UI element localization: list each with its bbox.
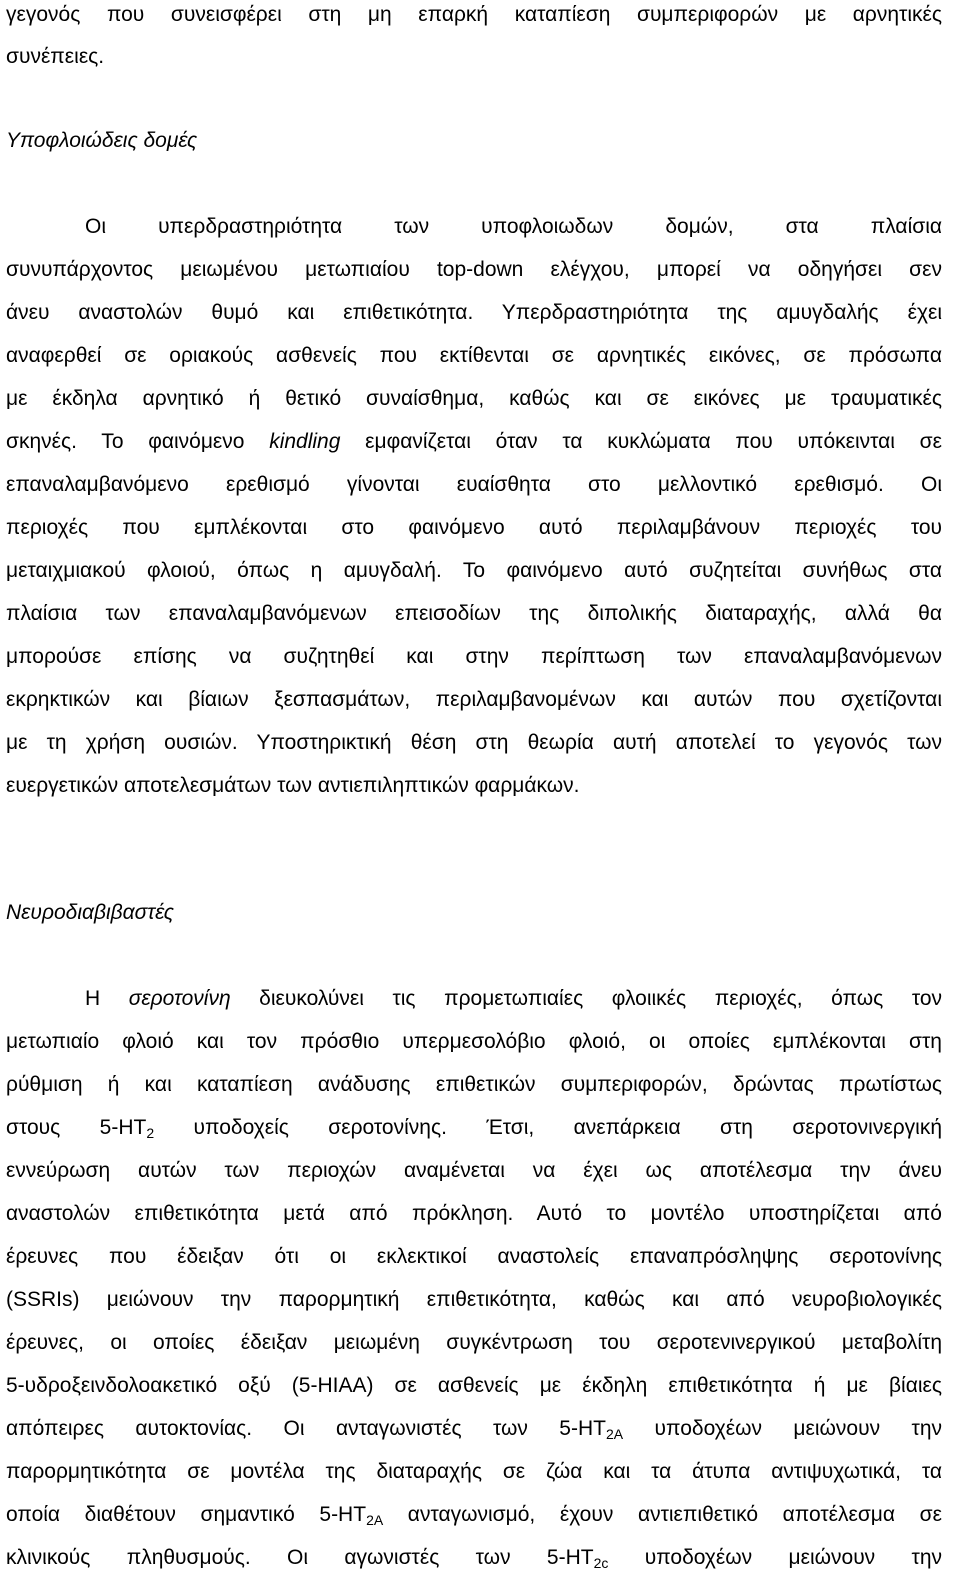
text-line: εκρηκτικών και βίαιων ξεσπασμάτων, περιλαμβανομένων και αυτών που σχετίζονται <box>6 688 942 711</box>
subscript: 2c <box>593 1555 609 1571</box>
text-line: παρορμητικότητα σε μοντέλα της διαταραχής σε ζώα και τα άτυπα αντιψυχωτικά, τα <box>6 1460 942 1483</box>
text-line: περιοχές που εμπλέκονται στο φαινόμενο αυτό περιλαμβάνουν περιοχές του <box>6 516 942 539</box>
text-line: 5-υδροξεινδολοακετικό οξύ (5-HIAA) σε ασθενείς με έκδηλη επιθετικότητα ή με βίαιες <box>6 1374 942 1397</box>
subscript: 2A <box>605 1426 624 1442</box>
text-span: στους 5-HT <box>6 1116 147 1139</box>
section-heading-neurotransmitters: Νευροδιαβιβαστές <box>6 901 174 924</box>
text-line: έρευνες, οι οποίες έδειξαν μειωμένη συγκέντρωση του σεροτενινεργικού μεταβολίτη <box>6 1331 942 1354</box>
text-line: Οι υπερδραστηριότητα των υποφλοιωδων δομών, στα πλαίσια <box>85 215 942 238</box>
text-line: μεταιχμιακού φλοιού, όπως η αμυγδαλή. Το φαινόμενο αυτό συζητείται συνήθως στα <box>6 559 942 582</box>
text-span: σκηνές. Το φαινόμενο <box>6 430 270 453</box>
text-line: μπορούσε επίσης να συζητηθεί και στην περίπτωση των επαναλαμβανόμενων <box>6 645 942 668</box>
text-line: ευεργετικών αποτελεσμάτων των αντιεπιληπτικών φαρμάκων. <box>6 774 580 797</box>
text-line: γεγονός που συνεισφέρει στη μη επαρκή καταπίεση συμπεριφορών με αρνητικές <box>6 3 942 26</box>
text-span: οποία διαθέτουν σημαντικό 5-HT <box>6 1503 367 1526</box>
text-span: ανταγωνισμό, έχουν αντιεπιθετικό αποτέλεσμα σε <box>383 1503 942 1526</box>
subscript: 2 <box>146 1125 155 1141</box>
text-line <box>6 986 942 1012</box>
text-span: εμφανίζεται όταν τα κυκλώματα που υπόκεινται σε <box>340 430 942 453</box>
text-line: μετωπιαίο φλοιό και τον πρόσθιο υπερμεσολόβιο φλοιό, οι οποίες εμπλέκονται στη <box>6 1030 942 1053</box>
text-span: απόπειρες αυτοκτονίας. Οι ανταγωνιστές των 5-HT <box>6 1417 606 1440</box>
italic-term-kindling: kindling <box>269 430 341 453</box>
text-line: συνυπάρχοντος μειωμένου μετωπιαίου top-down ελέγχου, μπορεί να οδηγήσει σεν <box>6 258 942 281</box>
text-line: συνέπειες. <box>6 45 105 68</box>
text-span: διευκολύνει τις προμετωπιαίες φλοιικές περιοχές, όπως τον <box>230 987 943 1010</box>
text-line: αναφερθεί σε οριακούς ασθενείς που εκτίθενται σε αρνητικές εικόνες, σε πρόσωπα <box>6 344 942 367</box>
text-span: κλινικούς πληθυσμούς. Οι αγωνιστές των 5-HT <box>6 1546 594 1569</box>
subscript: 2A <box>366 1512 384 1528</box>
text-line <box>6 1545 942 1571</box>
text-line <box>6 429 942 455</box>
text-line: ρύθμιση ή και καταπίεση ανάδυσης επιθετικών συμπεριφορών, δρώντας πρωτίστως <box>6 1073 942 1096</box>
text-span: υποδοχέων μειώνουν την <box>608 1546 942 1569</box>
text-line: επαναλαμβανόμενο ερεθισμό γίνονται ευαίσθητα στο μελλοντικό ερεθισμό. Οι <box>6 473 942 496</box>
section-heading-subcortical: Υποφλοιώδεις δομές <box>6 129 198 152</box>
text-line: με τη χρήση ουσιών. Υποστηρικτική θέση στη θεωρία αυτή αποτελεί το γεγονός των <box>6 731 942 754</box>
text-line: αναστολών επιθετικότητα μετά από πρόκληση. Αυτό το μοντέλο υποστηρίζεται από <box>6 1202 942 1225</box>
text-line <box>6 1502 942 1528</box>
text-line <box>6 1416 942 1442</box>
text-line: έρευνες που έδειξαν ότι οι εκλεκτικοί αναστολείς επαναπρόσληψης σεροτονίνης <box>6 1245 942 1268</box>
text-line: άνευ αναστολών θυμό και επιθετικότητα. Υπερδραστηριότητα της αμυγδαλής έχει <box>6 301 942 324</box>
text-line: πλαίσια των επαναλαμβανόμενων επεισοδίων της διπολικής διαταραχής, αλλά θα <box>6 602 942 625</box>
text-line: εννεύρωση αυτών των περιοχών αναμένεται να έχει ως αποτέλεσμα την άνευ <box>6 1159 942 1182</box>
text-span: υποδοχείς σεροτονίνης. Έτσι, ανεπάρκεια στη σεροτονινεργική <box>154 1116 943 1139</box>
italic-term-serotonin: σεροτονίνη <box>128 987 231 1010</box>
text-span: Η <box>85 987 129 1010</box>
text-line <box>6 1115 942 1141</box>
text-span: υποδοχέων μειώνουν την <box>623 1417 942 1440</box>
text-line: με έκδηλα αρνητικό ή θετικό συναίσθημα, καθώς και σε εικόνες με τραυματικές <box>6 387 942 410</box>
text-line: (SSRIs) μειώνουν την παρορμητική επιθετικότητα, καθώς και από νευροβιολογικές <box>6 1288 942 1311</box>
